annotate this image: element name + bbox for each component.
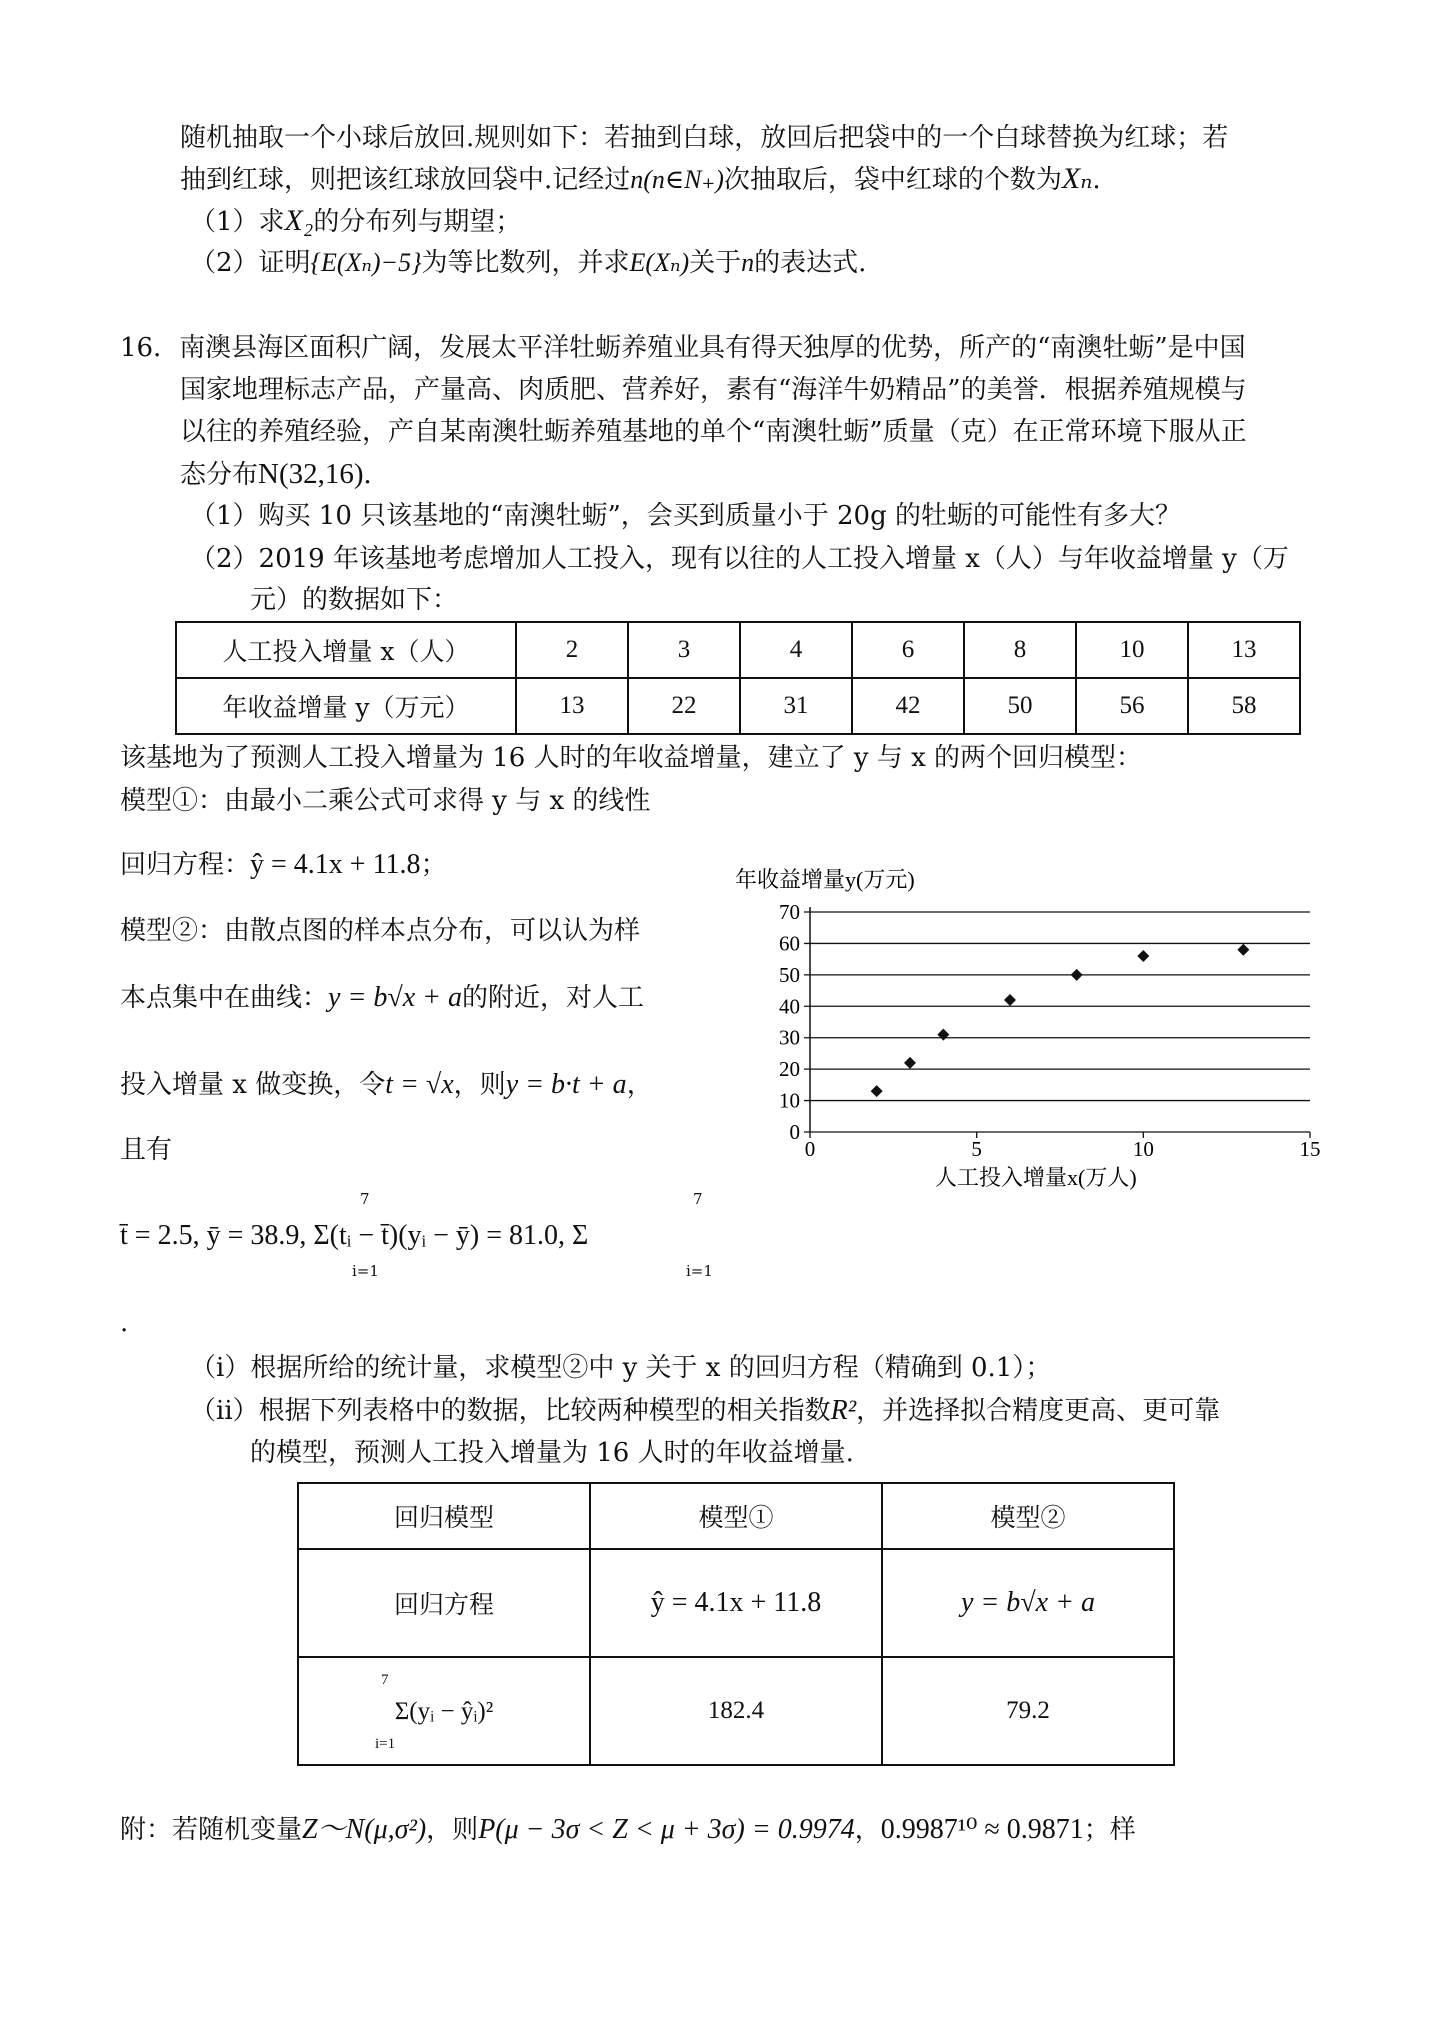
sum-expression: Σ(yᵢ − ŷᵢ)²: [394, 1698, 494, 1725]
y-tick-label: 70: [779, 900, 800, 924]
y-tick-label: 60: [779, 931, 800, 956]
chart-xlabel: 人工投入增量x(万人): [935, 1165, 1137, 1190]
table-cell: 10: [1076, 622, 1188, 678]
appendix-line: 附：若随机变量Z～N(μ,σ²)，则P(μ − 3σ < Z < μ + 3σ) = 0.9974，0.9987¹⁰ ≈ 0.9871；样: [120, 1814, 1136, 1845]
p16-line-2: 国家地理标志产品，产量高、肉质肥、营养好，素有“海洋牛奶精品”的美誉．根据养殖规模与: [180, 375, 1247, 405]
y-tick-label: 30: [779, 1025, 800, 1050]
model2-line-1: 模型②：由散点图的样本点分布，可以认为样: [120, 916, 641, 946]
data-point: [1237, 944, 1249, 956]
data-point: [1004, 994, 1016, 1006]
subq-ii-line-1: （ii）根据下列表格中的数据，比较两种模型的相关指数R²，并选择拟合精度更高、更可靠: [190, 1395, 1221, 1426]
table-cell: 3: [628, 622, 740, 678]
x-tick-label: 0: [804, 1137, 816, 1161]
table-cell: 13: [516, 678, 628, 734]
table-cell: [298, 1657, 590, 1765]
sum-limit-top: 7: [381, 1672, 389, 1688]
subq-ii-line-2: 的模型，预测人工投入增量为 16 人时的年收益增量.: [250, 1438, 854, 1468]
y-tick-label: 0: [789, 1120, 800, 1144]
model2-line-3: 投入增量 x 做变换，令t = √x，则y = b·t + a，: [120, 1069, 653, 1100]
prev-line-1: 随机抽取一个小球后放回.规则如下：若抽到白球，放回后把袋中的一个白球替换为红球；若: [180, 123, 1229, 153]
table-header-cell: 模型①: [590, 1483, 882, 1549]
p16-line-3: 以往的养殖经验，产自某南澳牡蛎养殖基地的单个“南澳牡蛎”质量（克）在正常环境下服从正: [180, 417, 1247, 447]
table-cell: 50: [964, 678, 1076, 734]
model1-line-2: 回归方程：ŷ = 4.1x + 11.8；: [120, 849, 447, 880]
table-cell: 42: [852, 678, 964, 734]
sum-limit-bottom-2: i=1: [686, 1262, 713, 1280]
table-cell: 回归方程: [298, 1549, 590, 1657]
x-tick-label: 10: [1132, 1137, 1154, 1161]
table-row: [298, 1549, 1174, 1657]
table-cell: 8: [964, 622, 1076, 678]
table-cell: 4: [740, 622, 852, 678]
p16-q1: （1）购买 10 只该基地的“南澳牡蛎”，会买到质量小于 20g 的牡蛎的可能性有多大？: [190, 501, 1181, 531]
table-header-cell: 模型②: [882, 1483, 1174, 1549]
table-cell: 79.2: [882, 1657, 1174, 1765]
table-cell: 13: [1188, 622, 1300, 678]
sum-limit-top-1: 7: [360, 1190, 370, 1208]
table-cell: 2: [516, 622, 628, 678]
y-tick-label: 20: [779, 1057, 800, 1082]
table-cell: 58: [1188, 678, 1300, 734]
prev-q1: （1）求X₂的分布列与期望；: [190, 204, 522, 237]
table-row: [176, 678, 1300, 734]
p16-q2-line-2: 元）的数据如下：: [250, 585, 459, 615]
p16-line-4: 态分布N(32,16)．: [180, 458, 390, 490]
data-point: [1071, 969, 1083, 981]
data-point: [904, 1057, 916, 1069]
data-point: [937, 1029, 949, 1041]
model2-line-4: 且有: [120, 1135, 173, 1165]
y-tick-label: 50: [779, 962, 800, 987]
data-point: [1137, 950, 1149, 962]
scatter-chart: [720, 855, 1321, 1195]
table-row: [298, 1483, 1174, 1549]
sum-limit-bottom: i=1: [375, 1736, 396, 1752]
y-tick-label: 40: [779, 994, 800, 1019]
p16-line-1: 16．南澳县海区面积广阔，发展太平洋牡蛎养殖业具有得天独厚的优势，所产的“南澳牡蛎”是中国: [120, 333, 1246, 363]
table-cell: 182.4: [590, 1657, 882, 1765]
table-cell: 31: [740, 678, 852, 734]
sum-limit-bottom-1: i=1: [352, 1262, 379, 1280]
model-compare-table: [297, 1482, 1175, 1766]
x-tick-label: 5: [971, 1137, 982, 1161]
model2-line-2: 本点集中在曲线：y = b√x + a的附近，对人工: [120, 982, 645, 1013]
data-point: [871, 1085, 883, 1097]
subq-i: （i）根据所给的统计量，求模型②中 y 关于 x 的回归方程（精确到 0.1）；: [190, 1353, 1052, 1383]
p16-q2-line-1: （2）2019 年该基地考虑增加人工投入，现有以往的人工投入增量 x（人）与年收益增量 y（万: [190, 544, 1289, 574]
stray-period: .: [120, 1308, 129, 1338]
x-tick-label: 15: [1299, 1137, 1321, 1161]
models-intro: 该基地为了预测人工投入增量为 16 人时的年收益增量，建立了 y 与 x 的两个回归模型：: [120, 743, 1143, 773]
y-tick-label: 10: [779, 1088, 800, 1113]
prev-q2: （2）证明{E(Xₙ)−5}为等比数列，并求E(Xₙ)关于n的表达式.: [190, 248, 867, 278]
model1-line-1: 模型①：由最小二乘公式可求得 y 与 x 的线性: [120, 786, 651, 816]
stats-line: t̄ = 2.5, ȳ = 38.9, Σ(tᵢ − t̄)(yᵢ − ȳ) = 81.0, Σ: [120, 1220, 589, 1251]
table-cell: y = b√x + a: [882, 1549, 1174, 1657]
row-label: 人工投入增量 x（人）: [176, 622, 516, 678]
data-table: [175, 621, 1301, 735]
sum-limit-top-2: 7: [693, 1190, 703, 1208]
table-row: [176, 622, 1300, 678]
row-label: 年收益增量 y（万元）: [176, 678, 516, 734]
table-header-cell: 回归模型: [298, 1483, 590, 1549]
table-cell: 56: [1076, 678, 1188, 734]
prev-line-2: 抽到红球，则把该红球放回袋中.记经过n(n∈N₊)次抽取后，袋中红球的个数为Xₙ.: [180, 162, 1101, 195]
table-cell: 22: [628, 678, 740, 734]
chart-ylabel: 年收益增量y(万元): [735, 867, 915, 892]
table-cell: ŷ = 4.1x + 11.8: [590, 1549, 882, 1657]
table-cell: 6: [852, 622, 964, 678]
table-row: [298, 1657, 1174, 1765]
